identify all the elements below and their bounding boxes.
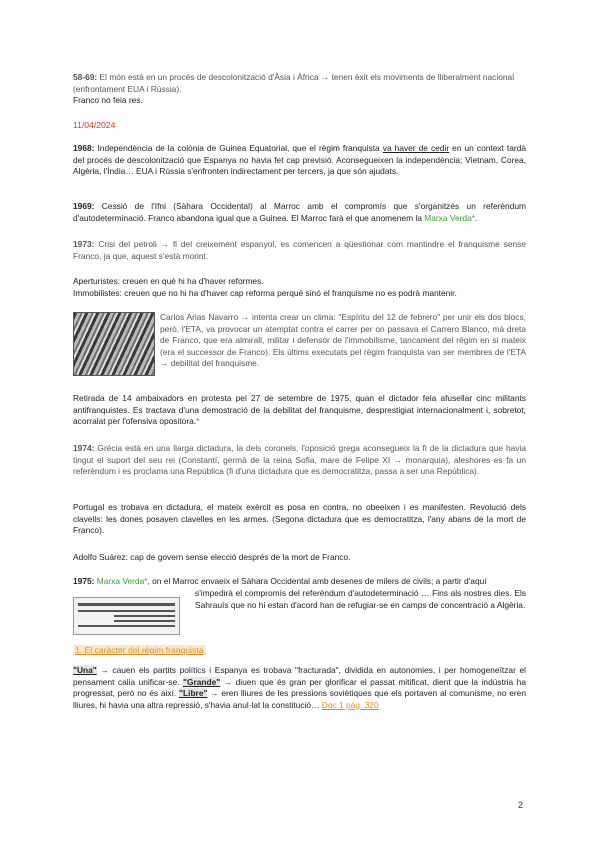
paragraph-1975-rest: s'impedirà el compromís del referèndum d'autodeterminació … Fins als nostres dies. Els Sahrauís que no hi estan d'acord han de refugiar-se en camps de concentració a Algèria.: [195, 588, 526, 610]
paragraph-58-69: 58-69: El món està en un procés de descolonització d'Àsia i Àfrica → tenen èxit els moviments de lliberalment nacional (enfrontament EUA i Rússia). Franco no feia res.: [73, 72, 515, 106]
paragraph-1974: 1974: Grècia està en una llarga dictadura, la dels coronels, l'oposició grega aconsegueix la fi de la dictadura que havia tingut el suport del seu rei (Constantí, germà de la reina Sofia, mare de Felipe XI → monarquia), aleshores es fa un referèndum i es proclama una República (fi d'una dictadura que es democratitza, passa a ser una República).: [73, 443, 526, 477]
paragraph-1973: 1973: Crisi del petroli → fi del creixement espanyol, es comencen a qüestionar com mantindre el franquisme sense Franco, ja que, aquest s'està morint.: [73, 239, 526, 261]
date-heading: 11/04/2024: [73, 120, 116, 130]
newspaper-clipping-image: [73, 597, 180, 635]
carrero-blanco-attack-photo: [73, 312, 155, 376]
paragraph-una-grande-libre: "Una" → cauen els partits polítics i Espanya es trobava "fracturada", dividida en autonomies, i per homogeneïtzar el pensament calia unificar-se. "Grande" → diuen que és gran per glorificar el passat mitificat, dient que la indústria ha progressat, però no és així. "Libre" → eren lliures de les pressions soviètiques que els portaven al comunisme, no eren lliures, hi havia una altra repressió, s'havia anul·lat la constitució… Doc 1 pàg. 320: [73, 665, 527, 710]
paragraph-1969: 1969: Cessió de l'Ifni (Sàhara Occidental) al Marroc amb el compromís que s'organitzés un referèndum d'autodeterminació. Franco abandona igual que a Guinea. El Marroc farà el que anomenem la Marxa Verda*.: [73, 201, 526, 223]
page-number: 2: [518, 800, 524, 810]
paragraph-retirada: Retirada de 14 ambaixadors en protesta pel 27 de setembre de 1975, quan el dictador feia afusellar cinc militants antifranquistes. Es tractava d'una demostració de la debilitat del franquisme, desprestigiat internacionalment i, sobretot, acorralat per l'ofensiva opositora.*: [73, 393, 526, 427]
doc-link[interactable]: Doc 1 pàg. 320: [321, 699, 379, 710]
aperturistes-block: Aperturistes: creuen en què hi ha d'haver reformes. Immobilistes: creuen que no hi ha d'haver cap reforma perquè sinó el franquisme no es podrà mantenir.: [73, 276, 457, 298]
paragraph-1975-first-line: 1975: Marxa Verda*, on el Marroc envaeix el Sàhara Occidental amb desenes de milers de civils; a partir d'aquí: [73, 576, 487, 586]
paragraph-suarez: Adolfo Suárez: cap de govern sense elecció després de la mort de Franco.: [73, 552, 351, 562]
section-heading: 1. El caràcter del règim franquista: [75, 645, 204, 655]
paragraph-carrero: Carlos Arias Navarro → intenta crear un clima: "Espíritu del 12 de febrero" per unir els dos blocs, però, l'ETA, va provocar un atemptat contra el carrer per on passava el Carrero Blanco, mà dreta de Franco, que era almirall, militar i defensor de l'immobilisme, tancament del règim en si mateix (era el successor de Franco). Els últims executats pel règim franquista van ser membres de l'ETA → debilitat del franquisme.: [160, 312, 526, 369]
paragraph-portugal: Portugal es trobava en dictadura, el mateix exèrcit es posa en contra, no obeeixen i es manifesten. Revolució dels clavells: les dones posaven clavelles en les armes. (Segona dictadura que es democratitza, l'any abans de la mort de Franco).: [73, 502, 526, 536]
paragraph-1968: 1968: Independència de la colònia de Guinea Equatorial, que el règim franquista va haver de cedir en un context tardà del procés de descolonització que Espanya no havia fet cap previsió. Aconsegueixen la independència; Vietnam, Corea, Algèria, l'Índia… EUA i Rússia s'enfronten indirectament per tercers, ja que són ajudats.: [73, 143, 527, 177]
